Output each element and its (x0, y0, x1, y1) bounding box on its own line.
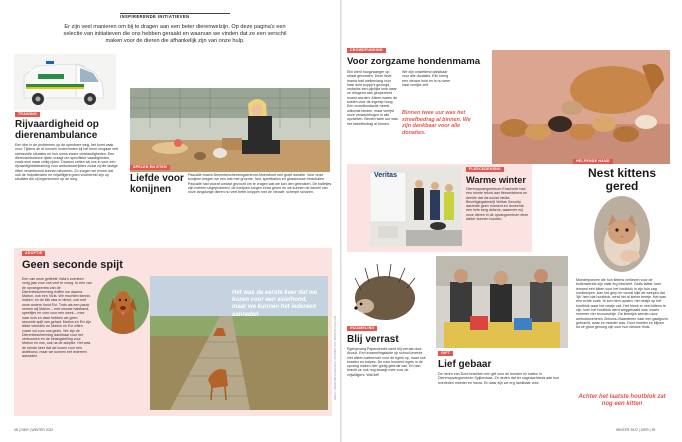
folio-left: 38 | DIER | WINTER 2022 (14, 428, 54, 432)
hondenmama-col1: Elin werd hoogzwanger op straat gevonden. Deze lieve mama had welkenlang voor haar acht puppy's gezorgd, ondanks een pijnlijke knie waar ze dringend aan geopereerd moest worden. Alleen waren de kosten voor de ingreep hoog. Een crowdfundactie moest uitkomst bieden, maar verrijst onze verwachtingen in alle opzichten. Binnen twee uur was het streefbedrag al binnen. (347, 70, 398, 126)
tag-spelen-en-eten: SPELEN EN ETEN (130, 165, 170, 170)
hondenmama-col2: We zijn ontzettend dankbaar voor alle donaties. Elin kreeg een nieuwe knie en is nu weer haar vrolijke zelf. (402, 70, 451, 87)
dog-illustration (97, 276, 149, 334)
ambulance-title: Rijvaardigheid op dierenambulance (15, 119, 99, 141)
section-header: INSPIRERENDE INITIATIEVEN (120, 14, 190, 19)
verrast-body: Egelopvang Papendrecht werd blij verrast door Anouk. Een inzamelingsactie op school leverde niet alleen kattenvoer voor de egels op, maar ook knarten en balpes. De ruim honderd egels in de opvang maken hier gretig gebruik van. En dan bracht ze ook nog kwasje mee voor de vrijwilligers. Wat lief! (347, 347, 426, 377)
tag-crowdfunding: CROWDFUNDING (347, 48, 386, 53)
van-label: TRAINING (28, 68, 43, 72)
verrast-title: Blij verrast (347, 334, 399, 345)
tag-helpende-hand: HELPENDE HAND (573, 159, 613, 164)
veritas-logo: Veritas (374, 172, 397, 179)
ambulance-photo (14, 54, 116, 110)
page-gutter (340, 0, 342, 442)
warme-title: Warme winter (466, 175, 526, 185)
intro-text: Er zijn veel manieren om bij te dragen aan een beter dierenwelzijn. Op deze pagina's een selectie van initiatieven die ons hebben geraakt en waarvan we vinden dat ze een verschil maken voor de dieren die afhankelijk zijn van onze hulp. (63, 24, 287, 44)
spijt-quote: Het was de eerste keer dat we kozen voor een asielhond, maar we kunnen het iedereen aanraden (232, 290, 318, 318)
tag-adoptie: ADOPTIE (22, 251, 45, 256)
kitten-photo (594, 196, 650, 272)
spijt-body: Een van onze geliefde Vizla's overleed vorig jaar voor ons veel te vroeg. In een van de opvangcentra van de Dierenbescherming troffen we daarna Marlon, ook een Vizla. We mochten kennis maken, en de klik was er direct, ook met onze andere hond Evi. Trots als een pauw nemen wij Marlon – met nieuwe halsband, speeltjes en voer voor een week – mee naar huis en daar hebben we geen seconde spijt van gehad. Marlon en Evi zijn dikke vrienden en Marlon en Evi zitten zowel vol voor ons gezin. We zijn de Dierenbescherming dankbaar voor het vertrouwen en de belangstelling voor Marlon en ons, ook na de adoptie. Het was de eerste keer dat we kozen voor een asielhond, maar we kunnen het iedereen aanraden. (22, 277, 92, 359)
kitten-illustration (594, 196, 650, 272)
puppies-illustration (492, 50, 670, 164)
hedgehog-illustration (345, 256, 429, 326)
konijnen-title: Liefde voor konijnen (130, 173, 184, 195)
gebaar-body: De heren van Dord brachten een gift voor de honden en katten in Dierenopvangcentrum Spijkenisse. Ze deden dat ter nagedachtenis aan hun overleden moeder en inzow. En daar zijn we erg dankbaar voor. (438, 372, 560, 385)
puppies-photo (492, 50, 670, 164)
hedgehog-photo (345, 256, 429, 326)
gebaar-photo (436, 256, 568, 348)
hondenmama-title: Voor zorgzame hondenmama (347, 56, 481, 67)
konijnen-body: Pascalle bracht Dierenbeschermingcentrum Amersfoort een grote donatie. Voor onze konijnen kregen we een lost met groente, fruit, speelballen en glossinosse trinschalen. Pascalle had vooraf contact gezocht om te vragen wat we kon den gebruiken. De balletjes zijn meteen uitgeprobeerd, de konijnen kregen extra groen en we kunnen de kachel van onze langdurige dieren nu veel beter knippen met de nieuwe, scherpe scharen. (188, 173, 332, 195)
ambulance-illustration (14, 54, 116, 110)
spijt-title: Geen seconde spijt (22, 259, 123, 271)
tag-fleecedekens: FLEECEDEKENS (466, 167, 504, 172)
vizsla-portrait (97, 276, 149, 334)
ambulance-body: Een dier in de problemen op de openbare weg, het komt vaak voor. Tijdens de rit kunnen ondervinden bij het leren omgaan met stressvolle situaties en hun soms zware omstandigheden. Een dierenambulance rijden vraagt om specifieke vaardigheden, zoals snel maar veilig rijden. Daarom zetten wij ons in voor een rijvaardigheidstraining voor ambulancerijders zodat zij die lastige ritten verantwoord kunnen uitvoeren. Zo zorgen we ervoor dat ook de hulpdiensten en vrijwilligers goed voorbereid zijn op situaties die zij tegenkomen op de weg. (15, 143, 119, 182)
kittens-quote: Achter het laatste houtblok zat nog een kitten (578, 394, 666, 407)
tag-gift: GIFT (438, 351, 453, 356)
kittens-title: Nest kittens gered (587, 166, 657, 193)
tag-inzameling: INZAMELING (347, 326, 377, 331)
gift-group-illustration (436, 256, 568, 348)
konijnen-photo (130, 88, 330, 172)
gebaar-title: Lief gebaar (438, 359, 492, 370)
rabbit-enclosure-illustration (130, 88, 330, 172)
folio-right: WINTER 2022 | DIER | 39 (616, 428, 656, 432)
photo-credits: BEELD: DIERENBESCHERMING; ADOBESTOCK; WWW.ISTOCK.COM (334, 315, 337, 400)
warme-body: Dierenopvangcentrum Enschede had een ruimte tekort aan fleecedekens en deelde dat via social media. Beveiligingsbedrijf Veritas Security aarzelde geen moment en doneerde een hele berg dekens, waarmee wij onze dieren in de opvangcentrum deze winter kunnen houden. (466, 187, 529, 222)
tag-training: TRAINING (15, 112, 40, 117)
hondenmama-quote: Binnen twee uur was het streefbedrag al binnen. We zijn dankbaar voor alle donaties. (402, 110, 471, 136)
kittens-body: Moederpoezen die hun kittens verliezen voor de buitenwereld zijn vaak erg intensief. Zoals laatst, toen iemand een kitten voor het houtblok in zijn tuin zag rondkruipen. Aan het gerp en vooral kijkt de wespen dat 'lijk' hem dat houtblok, werd het al kleine beetje. Het was een echte zoek: 'Ik kon hem opaten, het nestje op het houtblok waar het nestje zat'. Het bleek er veel kittens te zijn, toen het houtblok werd weggehaald was, kwam nummer vier tevoorschijn. De kleintjes werden door ambulancerteren Zeeuws-Vlaanderen naar een gastgezin gebracht, waar ze moeder was. Door moeten ze blijven tot ze groot genoeg zijn voor hun nieuwe thuis. (576, 278, 668, 330)
